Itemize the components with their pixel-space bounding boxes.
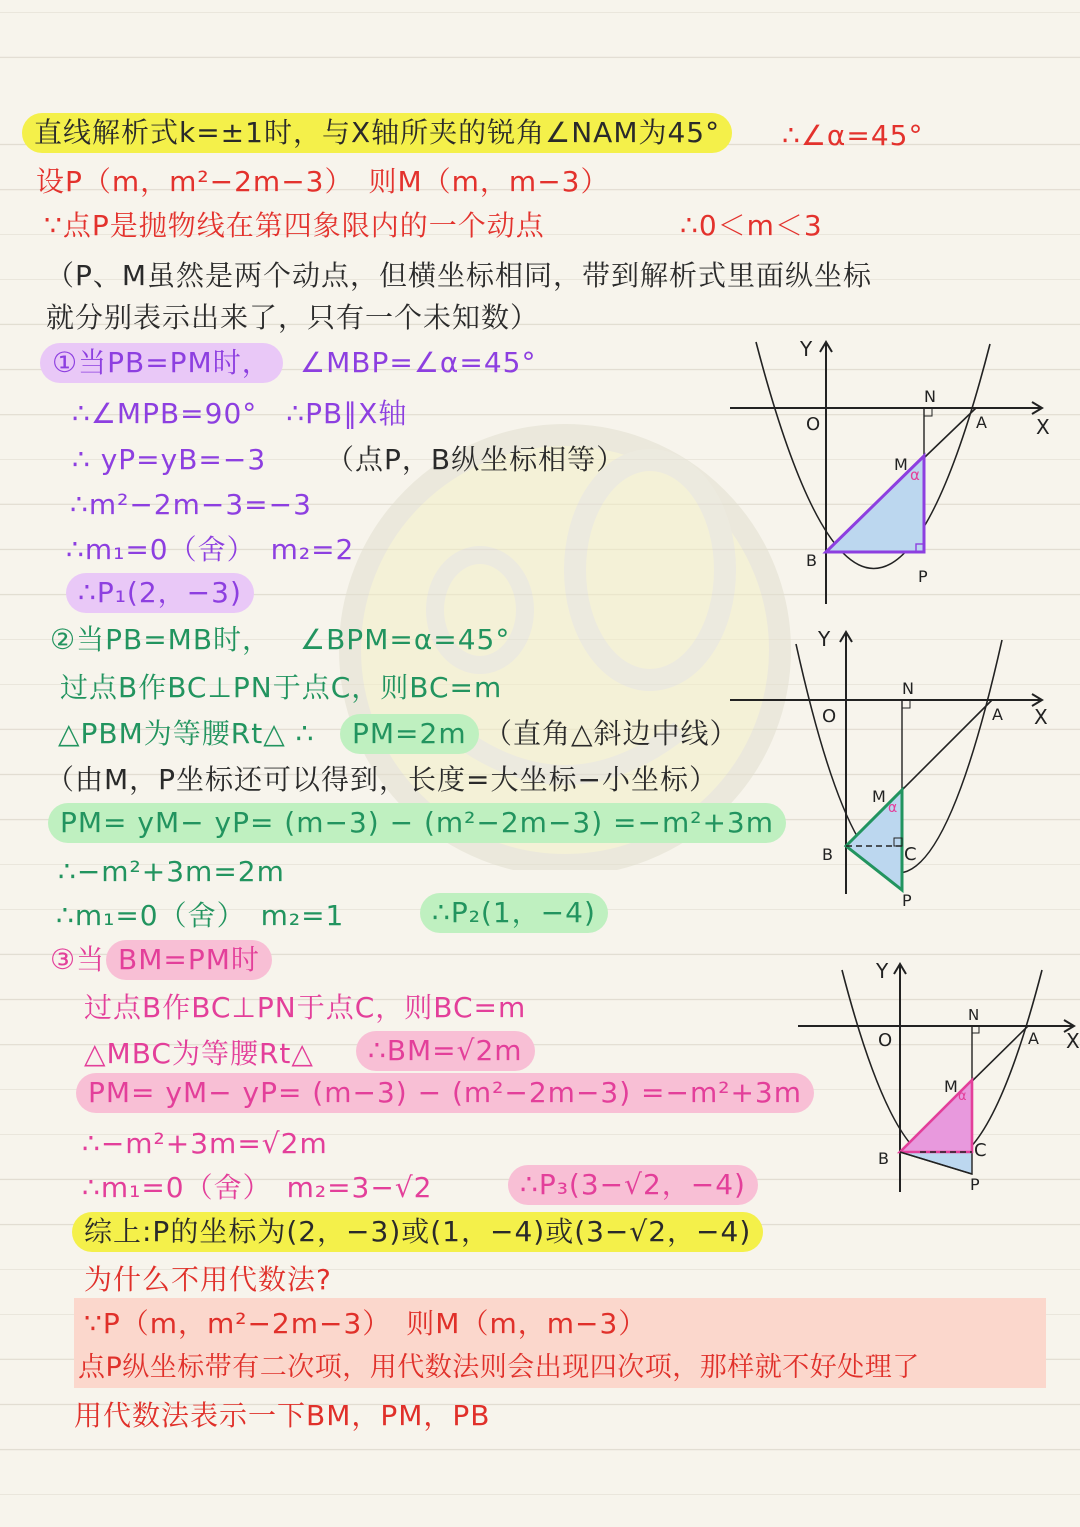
explain-line-2: 就分别表示出来了，只有一个未知数） <box>46 301 540 334</box>
figure-case3 <box>796 956 1080 1206</box>
figure-case2 <box>726 624 1056 914</box>
fig2-label-o: O <box>822 706 837 727</box>
case2-title: ②当PB=MB时， <box>50 623 272 656</box>
fig3-label-c: C <box>974 1140 987 1161</box>
fig3-label-y: Y <box>876 959 889 983</box>
fig3-label-p: P <box>970 1175 980 1194</box>
fig2-label-y: Y <box>818 627 831 651</box>
case3-title: ③当 <box>50 943 106 976</box>
case1-step-b: ∴ yP=yB=−3 <box>72 443 267 476</box>
case2-step-a: 过点B作BC⊥PN于点C，则BC=m <box>60 671 503 704</box>
case3-pm-expr: PM= yM− yP= (m−3) − (m²−2m−3) =−m²+3m <box>76 1073 814 1113</box>
fig2-label-c: C <box>904 844 917 865</box>
fig3-label-x: X <box>1066 1029 1080 1053</box>
case3-step-e: ∴m₁=0（舍） m₂=3−√2 <box>82 1171 433 1204</box>
case3-step-d: ∴−m²+3m=√2m <box>82 1127 328 1160</box>
fig1-label-o: O <box>806 414 821 435</box>
m-range: ∴0＜m＜3 <box>680 209 823 242</box>
fig1-label-a: A <box>976 413 987 432</box>
fig1-label-y: Y <box>800 337 813 361</box>
case1-title: ①当PB=PM时， <box>40 343 283 383</box>
case1-step-d: ∴m₁=0（舍） m₂=2 <box>66 533 355 566</box>
case3-result: ∴P₃(3−√2，−4) <box>508 1165 758 1205</box>
fig1-label-m: M <box>894 455 908 474</box>
case2-step-b: △PBM为等腰Rt△ ∴ <box>58 717 315 750</box>
fig2-label-b: B <box>822 845 833 864</box>
case1-step-c: ∴m²−2m−3=−3 <box>70 488 312 521</box>
summary: 综上:P的坐标为(2，−3)或(1，−4)或(3−√2，−4) <box>72 1212 763 1252</box>
fig1-label-b: B <box>806 551 817 570</box>
p-fourth-quadrant: ∵点P是抛物线在第四象限内的一个动点 <box>44 209 545 242</box>
case2-pm-value: PM=2m <box>340 714 479 754</box>
fig1-label-n: N <box>924 387 936 406</box>
explanation-line-2: 点P纵坐标带有二次项，用代数法则会出现四次项，那样就不好处理了 <box>78 1352 920 1383</box>
explanation-line-3: 用代数法表示一下BM，PM，PB <box>74 1399 491 1432</box>
fig3-label-alpha: α <box>958 1089 967 1104</box>
fig3-label-o: O <box>878 1030 893 1051</box>
fig3-label-n: N <box>968 1006 980 1024</box>
case2-step-b-note: （直角△斜边中线） <box>484 717 739 750</box>
case2-step-f: ∴m₁=0（舍） m₂=1 <box>56 899 345 932</box>
case2-coord-note: （由M，P坐标还可以得到，长度=大坐标−小坐标） <box>46 763 718 796</box>
fig2-label-n: N <box>902 679 914 698</box>
case3-step-a: 过点B作BC⊥PN于点C，则BC=m <box>84 991 527 1024</box>
case1-step-a: ∴∠MPB=90° ∴PB∥X轴 <box>72 397 408 430</box>
case2-result: ∴P₂(1，−4) <box>420 893 608 933</box>
explanation-line-1: ∵P（m，m²−2m−3） 则M（m，m−3） <box>84 1307 648 1340</box>
fig2-label-m: M <box>872 787 886 806</box>
set-p-m: 设P（m，m²−2m−3） 则M（m，m−3） <box>36 165 610 198</box>
alpha-result: ∴∠α=45° <box>782 119 924 152</box>
fig3-label-b: B <box>878 1149 889 1168</box>
fig1-label-alpha: α <box>910 466 920 484</box>
explain-line-1: （P、M虽然是两个动点，但横坐标相同，带到解析式里面纵坐标 <box>46 259 873 292</box>
fig1-label-p: P <box>918 567 928 586</box>
case2-angle: ∠BPM=α=45° <box>300 623 511 656</box>
fig1-label-x: X <box>1036 415 1050 439</box>
fig3-label-m: M <box>944 1077 958 1096</box>
case3-condition: BM=PM时 <box>106 940 272 980</box>
case1-step-b-note: （点P，B纵坐标相等） <box>326 443 626 476</box>
fig2-label-a: A <box>992 705 1003 724</box>
case1-angle: ∠MBP=∠α=45° <box>300 346 537 379</box>
fig2-label-x: X <box>1034 705 1048 729</box>
case3-step-b: △MBC为等腰Rt△ <box>84 1037 314 1070</box>
figure-case1 <box>726 334 1056 614</box>
case2-step-e: ∴−m²+3m=2m <box>58 855 285 888</box>
line-slope-note: 直线解析式k=±1时，与X轴所夹的锐角∠NAM为45° <box>22 113 732 153</box>
fig2-label-alpha: α <box>888 800 898 816</box>
why-question: 为什么不用代数法? <box>84 1263 332 1296</box>
case1-result: ∴P₁(2，−3) <box>66 573 254 613</box>
fig3-label-a: A <box>1028 1029 1039 1048</box>
case3-bm-value: ∴BM=√2m <box>356 1031 535 1071</box>
case2-pm-expr: PM= yM− yP= (m−3) − (m²−2m−3) =−m²+3m <box>48 803 786 843</box>
fig2-label-p: P <box>902 891 912 910</box>
